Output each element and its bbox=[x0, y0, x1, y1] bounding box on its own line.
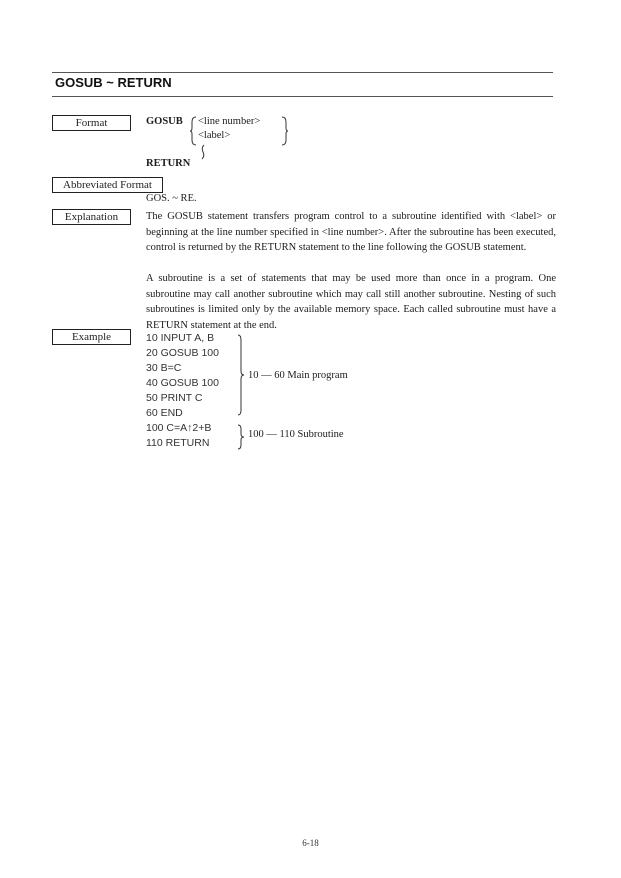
code-line: 50 PRINT C bbox=[146, 392, 203, 404]
top-rule bbox=[52, 72, 553, 73]
code-line: 100 C=A↑2+B bbox=[146, 422, 212, 434]
code-line: 60 END bbox=[146, 407, 183, 419]
explanation-paragraph-2: A subroutine is a set of statements that may be used more than once in a program. One subroutine may call another subroutine which may call still another subroutine. Nesting of such subroutines is limited only by the available memory space. Each called subroutine must have a RETURN statement at the end. bbox=[146, 273, 556, 331]
subroutine-brace bbox=[237, 424, 245, 450]
page-title: GOSUB ~ RETURN bbox=[55, 75, 172, 90]
format-gosub: GOSUB bbox=[146, 116, 183, 127]
code-line: 40 GOSUB 100 bbox=[146, 377, 219, 389]
main-program-brace bbox=[237, 334, 245, 416]
page-number: 6-18 bbox=[302, 838, 319, 848]
main-program-note: 10 — 60 Main program bbox=[248, 370, 348, 381]
example-label: Example bbox=[52, 329, 131, 345]
subroutine-note: 100 — 110 Subroutine bbox=[248, 429, 344, 440]
code-line: 110 RETURN bbox=[146, 437, 210, 449]
format-right-brace bbox=[281, 116, 289, 146]
title-underline bbox=[52, 96, 553, 97]
abbreviated-format-value: GOS. ~ RE. bbox=[146, 193, 197, 204]
explanation-paragraph-1: The GOSUB statement transfers program control to a subroutine identified with <label> or beginning at the line number specified in <line number>. After the subroutine has been executed, control is returned by the RETURN statement to the line following the GOSUB statement. bbox=[146, 211, 556, 254]
explanation-label: Explanation bbox=[52, 209, 131, 225]
format-tilde-mark bbox=[199, 144, 207, 160]
format-label: Format bbox=[52, 115, 131, 131]
format-return: RETURN bbox=[146, 158, 191, 169]
format-left-brace bbox=[189, 116, 197, 146]
format-option-label: <label> bbox=[198, 130, 231, 141]
code-line: 30 B=C bbox=[146, 362, 182, 374]
code-line: 20 GOSUB 100 bbox=[146, 347, 219, 359]
format-option-line-number: <line number> bbox=[198, 116, 261, 127]
abbreviated-format-label: Abbreviated Format bbox=[52, 177, 163, 193]
code-line: 10 INPUT A, B bbox=[146, 332, 215, 344]
